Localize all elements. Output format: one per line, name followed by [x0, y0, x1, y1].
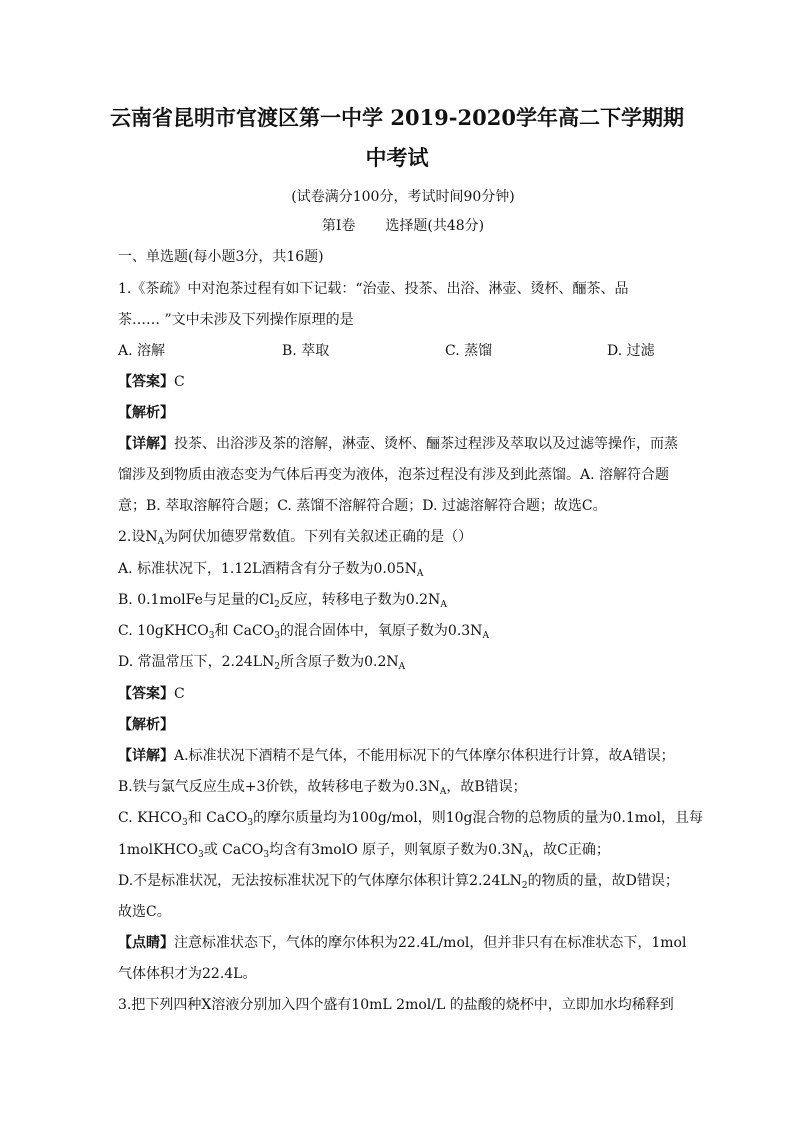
- q2-detail-line-4: 1molKHCO$_3$或 CaCO$_3$均含有3molO 原子，则氧原子数为$0.3N_A$，故C正确；: [118, 842, 610, 860]
- q1-stem-line-1: 1.《茶疏》中对泡茶过程有如下记载：“治壶、投茶、出浴、淋壶、烫杯、酾茶、品: [118, 281, 629, 297]
- q1-detail-line-3: 意；B. 萃取溶解符合题；C. 蒸馏不溶解符合题；D. 过滤溶解符合题；故选C。: [118, 498, 607, 514]
- q1-option-c: C. 蒸馏: [445, 343, 493, 359]
- answer-value: C: [174, 686, 185, 702]
- answer-label: 【答案】: [118, 686, 174, 702]
- q2-stem: 2.设$N_A$为阿伏加德罗常数值。下列有关叙述正确的是（）: [118, 529, 473, 547]
- q2-option-a: A. 标准状况下，1.12L酒精含有分子数为$0.05N_A$: [118, 561, 424, 579]
- q1-detail-line-2: 馏涉及到物质由液态变为气体后再变为液体，泡茶过程没有涉及到此蒸馏。A. 溶解符合题: [118, 467, 670, 483]
- answer-label: 【答案】: [118, 374, 174, 390]
- section-heading: [118, 216, 688, 236]
- exam-title-line-1: 云南省昆明市官渡区第一中学 2019-2020学年高二下学期期: [110, 105, 684, 130]
- q2-detail-line-5: D.不是标准状况，无法按标准状况下的气体摩尔体积计算$2.24LN_2$的物质的量，故D错误；: [118, 873, 679, 891]
- detail-label: 【详解】: [118, 436, 174, 452]
- q2-detail-line-2: B.铁与氯气反应生成+3价铁，故转移电子数为$0.3N_A$，故B错误；: [118, 779, 527, 797]
- q1-option-d: D. 过滤: [607, 343, 655, 359]
- q1-detail-line-1: 【详解】投茶、出浴涉及茶的溶解，淋壶、烫杯、酾茶过程涉及萃取以及过滤等操作，而蒸: [118, 436, 678, 452]
- q2-analysis-label: 【解析】: [118, 717, 174, 733]
- q2-detail-line-3: C. $KHCO_3$和 CaCO$_3$的摩尔质量均为100g/mol，则10g混合物的总物质的量为0.1mol，且每: [118, 810, 703, 828]
- section-label: 第Ⅰ卷: [321, 218, 356, 234]
- exam-title-line-2: 中考试: [365, 145, 429, 170]
- q2-detail-line-1: 【详解】A.标准状况下酒精不是气体，不能用标况下的气体摩尔体积进行计算，故A错误；: [118, 748, 675, 764]
- q2-option-d: D. 常温常压下，$2.24LN_2$所含原子数为$0.2N_A$: [118, 654, 406, 672]
- section-name: 选择题(共48分): [385, 218, 485, 234]
- detail-label: 【详解】: [118, 748, 174, 764]
- q1-option-a: A. 溶解: [118, 343, 166, 359]
- q3-stem-line-1: 3.把下列四种X溶液分别加入四个盛有10mL 2mol/L 的盐酸的烧杯中，立即加水均稀释到: [118, 997, 674, 1013]
- q1-answer: [118, 372, 688, 392]
- q2-tip-line-2: 气体体积才为22.4L。: [118, 966, 257, 982]
- q1-analysis-label: 【解析】: [118, 405, 174, 421]
- q1-stem-line-2: 茶…… ”文中未涉及下列操作原理的是: [118, 312, 354, 328]
- answer-value: C: [174, 374, 185, 390]
- exam-subtitle: (试卷满分100分，考试时间90分钟): [291, 189, 515, 205]
- part-heading: 一、单选题(每小题3分，共16题): [118, 249, 324, 265]
- tip-label: 【点睛】: [118, 935, 174, 951]
- q1-option-b: B. 萃取: [282, 343, 330, 359]
- q2-answer: [118, 684, 688, 704]
- q2-option-c: C. 10gKHCO$_3$和 CaCO$_3$的混合固体中，氧原子数为$0.3N_A$: [118, 623, 489, 641]
- q2-tip-line-1: 【点睛】注意标准状态下，气体的摩尔体积为22.4L/mol，但并非只有在标准状态下，1mol: [118, 935, 687, 951]
- q2-detail-line-6: 故选C。: [118, 904, 171, 920]
- q2-option-b: B. 0.1molFe与足量的$Cl_2$反应，转移电子数为$0.2N_A$: [118, 592, 447, 610]
